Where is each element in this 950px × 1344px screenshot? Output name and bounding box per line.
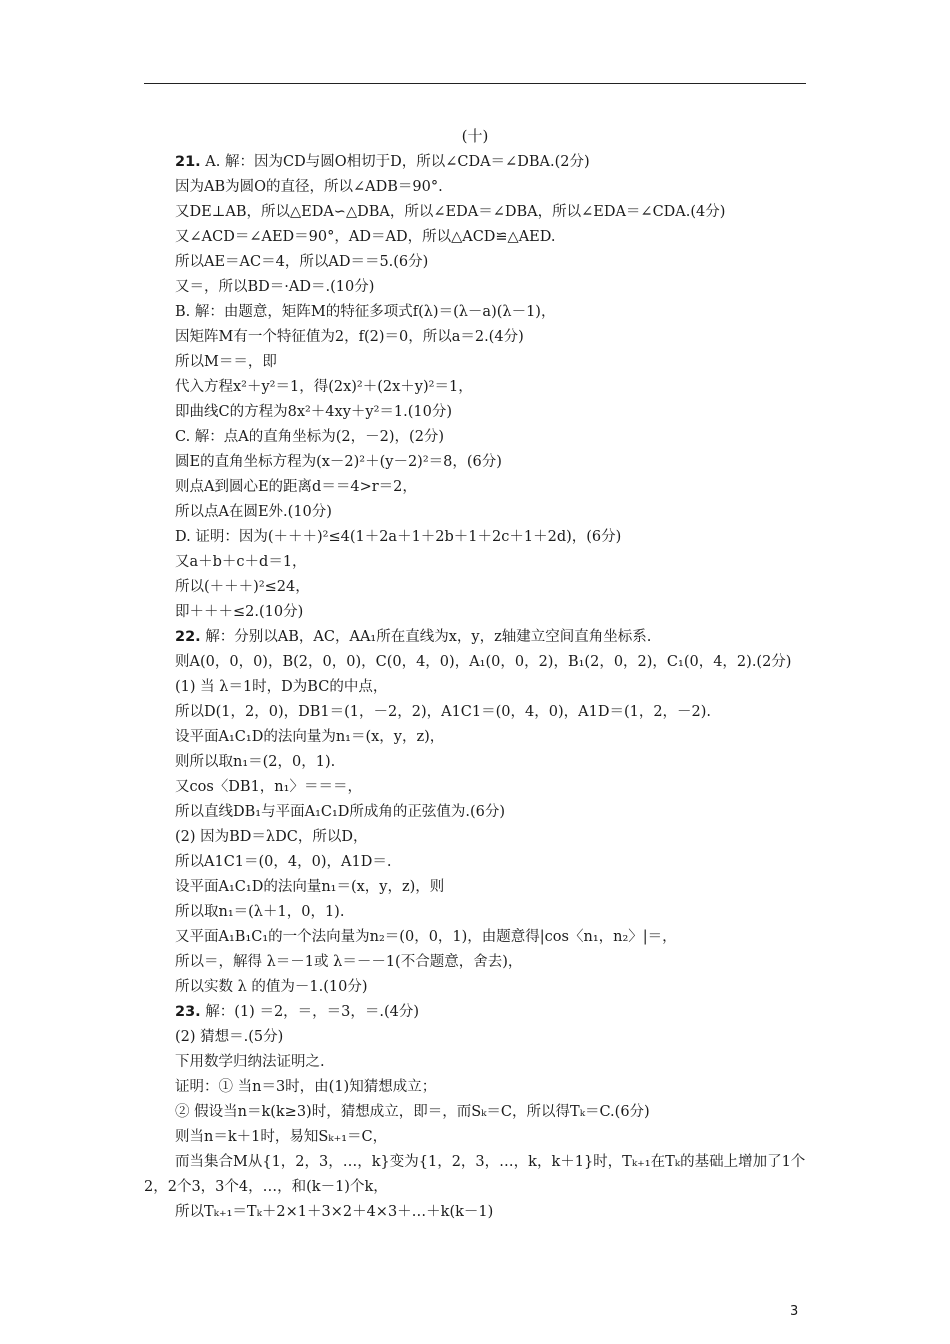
line-text: 又a＋b＋c＋d＝1， — [175, 554, 307, 570]
line-text: 因为AB为圆O的直径，所以∠ADB＝90°. — [175, 179, 443, 195]
line-text: A. 解：因为CD与圆O相切于D，所以∠CDA＝∠DBA.(2分) — [200, 154, 590, 170]
text-line — [175, 950, 815, 975]
text-line — [175, 325, 815, 350]
text-line — [175, 675, 815, 700]
line-text: 代入方程x²＋y²＝1，得(2x)²＋(2x＋y)²＝1， — [175, 379, 473, 395]
line-text: 又∠ACD＝∠AED＝90°，AD＝AD，所以△ACD≌△AED. — [175, 229, 556, 245]
line-text: 则A(0，0，0)，B(2，0，0)，C(0，4，0)，A₁(0，0，2)，B₁(2，0，2)，C₁(0，4，2).(2分) — [175, 654, 792, 670]
text-line — [144, 1175, 815, 1200]
section-title: (十) — [461, 127, 489, 145]
line-text: 又平面A₁B₁C₁的一个法向量为n₂＝(0，0，1)，由题意得|cos〈n₁，n₂〉|＝， — [175, 929, 677, 945]
text-line — [175, 1200, 815, 1225]
line-text: 所以点A在圆E外.(10分) — [175, 504, 332, 520]
text-line — [175, 925, 815, 950]
line-text: (1) 当 λ＝1时，D为BC的中点， — [175, 679, 388, 695]
text-line — [175, 750, 815, 775]
text-line — [175, 875, 815, 900]
text-line — [175, 550, 815, 575]
line-text: 则当n＝k＋1时，易知Sₖ₊₁＝C， — [175, 1129, 388, 1145]
text-line — [175, 1025, 815, 1050]
line-text: 所以(＋＋＋)²≤24， — [175, 579, 310, 595]
line-text: B. 解：由题意，矩阵M的特征多项式f(λ)＝(λ－a)(λ－1)， — [175, 304, 556, 320]
problem-number: 21. — [175, 154, 201, 170]
text-line — [175, 850, 815, 875]
text-line — [175, 1000, 815, 1025]
text-line — [175, 700, 815, 725]
line-text: 解：(1) ＝2，＝，＝3，＝.(4分) — [200, 1004, 420, 1020]
line-text: D. 证明：因为(＋＋＋)²≤4(1＋2a＋1＋2b＋1＋2c＋1＋2d)，(6分) — [175, 529, 622, 545]
line-text: 即＋＋＋≤2.(10分) — [175, 604, 304, 620]
page-number: 3 — [790, 1304, 799, 1319]
line-text: 因矩阵M有一个特征值为2，f(2)＝0，所以a＝2.(4分) — [175, 329, 524, 345]
text-line — [175, 825, 815, 850]
document-body — [144, 150, 815, 1225]
text-line — [175, 525, 815, 550]
line-text: 即曲线C的方程为8x²＋4xy＋y²＝1.(10分) — [175, 404, 453, 420]
text-line — [175, 1125, 815, 1150]
text-line — [175, 600, 815, 625]
header-rule — [144, 83, 806, 84]
line-text: 而当集合M从{1，2，3，…，k}变为{1，2，3，…，k，k＋1}时，Tₖ₊₁在Tₖ的基础上增加了1个 — [175, 1154, 806, 1170]
line-text: 证明：① 当n＝3时，由(1)知猜想成立； — [175, 1079, 437, 1095]
line-text: 所以直线DB₁与平面A₁C₁D所成角的正弦值为.(6分) — [175, 804, 506, 820]
line-text: C. 解：点A的直角坐标为(2，－2)，(2分) — [175, 429, 445, 445]
text-line — [175, 275, 815, 300]
text-line — [175, 975, 815, 1000]
text-line — [175, 300, 815, 325]
text-line — [175, 150, 815, 175]
text-line — [175, 625, 815, 650]
text-line — [175, 1075, 815, 1100]
text-line — [175, 1150, 815, 1175]
line-text: 所以D(1，2，0)，DB1＝(1，－2，2)，A1C1＝(0，4，0)，A1D＝(1，2，－2). — [175, 704, 712, 720]
text-line — [175, 225, 815, 250]
line-text: 所以AE＝AC＝4，所以AD＝＝5.(6分) — [175, 254, 429, 270]
line-text: 2，2个3，3个4，…，和(k－1)个k， — [144, 1179, 388, 1195]
problem-number: 23. — [175, 1004, 201, 1020]
line-text: 解：分别以AB，AC，AA₁所在直线为x，y，z轴建立空间直角坐标系. — [200, 629, 652, 645]
text-line — [175, 1100, 815, 1125]
text-line — [175, 475, 815, 500]
text-line — [175, 650, 815, 675]
line-text: 圆E的直角坐标方程为(x－2)²＋(y－2)²＝8，(6分) — [175, 454, 502, 470]
text-line — [175, 250, 815, 275]
line-text: 又DE⊥AB，所以△EDA∽△DBA，所以∠EDA＝∠DBA，所以∠EDA＝∠CDA.(4分) — [175, 204, 726, 220]
text-line — [175, 450, 815, 475]
text-line — [175, 1050, 815, 1075]
line-text: 又＝，所以BD＝·AD＝.(10分) — [175, 279, 375, 295]
line-text: 所以M＝＝，即 — [175, 354, 277, 370]
text-line — [175, 725, 815, 750]
text-line — [175, 425, 815, 450]
line-text: 则点A到圆心E的距离d＝＝4>r＝2， — [175, 479, 417, 495]
text-line — [175, 800, 815, 825]
line-text: ② 假设当n＝k(k≥3)时，猜想成立，即＝，而Sₖ＝C，所以得Tₖ＝C.(6分) — [175, 1104, 650, 1120]
text-line — [175, 175, 815, 200]
text-line — [175, 575, 815, 600]
line-text: 设平面A₁C₁D的法向量为n₁＝(x，y，z)， — [175, 729, 445, 745]
line-text: 设平面A₁C₁D的法向量n₁＝(x，y，z)，则 — [175, 879, 445, 895]
text-line — [175, 900, 815, 925]
line-text: 所以Tₖ₊₁＝Tₖ＋2×1＋3×2＋4×3＋…＋k(k－1) — [175, 1204, 494, 1220]
text-line — [175, 775, 815, 800]
line-text: (2) 猜想＝.(5分) — [175, 1029, 284, 1045]
line-text: 则所以取n₁＝(2，0，1). — [175, 754, 336, 770]
line-text: 所以实数 λ 的值为－1.(10分) — [175, 979, 368, 995]
line-text: 所以取n₁＝(λ＋1，0，1). — [175, 904, 345, 920]
problem-number: 22. — [175, 629, 201, 645]
line-text: 所以＝，解得 λ＝－1或 λ＝－－1(不合题意，舍去)， — [175, 954, 523, 970]
text-line — [175, 350, 815, 375]
line-text: 又cos〈DB1，n₁〉＝＝＝， — [175, 779, 362, 795]
line-text: (2) 因为BD＝λDC，所以D， — [175, 829, 368, 845]
text-line — [175, 375, 815, 400]
text-line — [175, 400, 815, 425]
line-text: 所以A1C1＝(0，4，0)，A1D＝. — [175, 854, 392, 870]
text-line — [175, 500, 815, 525]
text-line — [175, 200, 815, 225]
line-text: 下用数学归纳法证明之. — [175, 1054, 325, 1070]
